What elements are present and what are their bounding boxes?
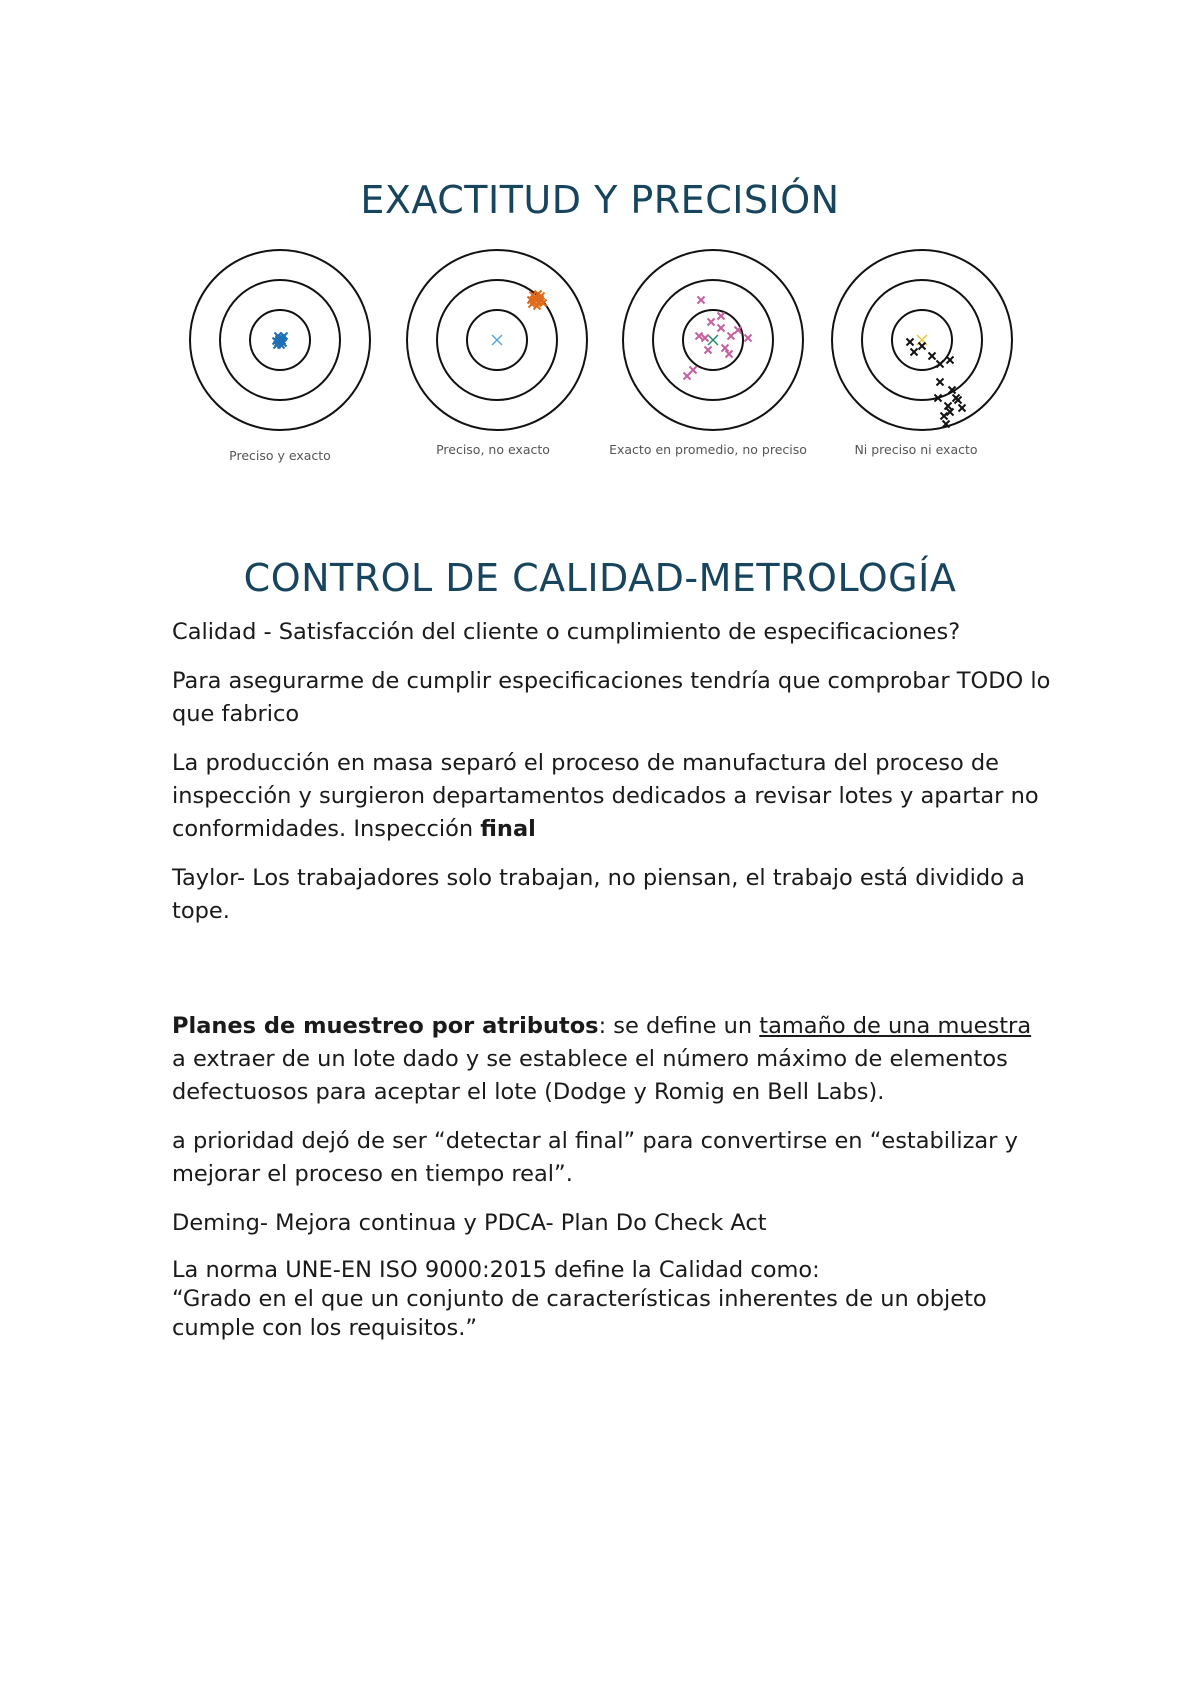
text-define: : se define un — [598, 1013, 760, 1039]
shot-marker — [722, 345, 729, 352]
accuracy-precision-figure — [180, 240, 1020, 470]
shot-marker — [718, 325, 725, 332]
paragraph-planes-muestreo — [172, 1010, 1052, 1109]
marker-cluster-orange — [528, 291, 547, 310]
paragraph-prioridad: a prioridad dejó de ser “detectar al final” para convertirse en “estabilizar y mejorar el proceso en tiempo real”. — [172, 1128, 1018, 1187]
shot-marker — [959, 405, 966, 412]
norma-definition: “Grado en el que un conjunto de características inherentes de un objeto cumple con los requisitos.” — [172, 1286, 987, 1341]
target-precise-accurate — [190, 250, 370, 430]
paragraph-produccion-text: La producción en masa separó el proceso de manufactura del proceso de inspección y surgieron departamentos dedicados a revisar lotes y apartar no conformidades. Inspección — [172, 750, 1039, 842]
paragraph-produccion — [172, 747, 1052, 846]
shot-marker — [911, 349, 918, 356]
shot-marker — [708, 319, 715, 326]
shot-marker — [947, 409, 954, 416]
shot-marker — [907, 339, 914, 346]
targets-diagram — [180, 240, 1020, 470]
shot-marker — [698, 297, 705, 304]
shot-marker — [919, 343, 926, 350]
shot-marker — [937, 361, 944, 368]
target-center-marker — [492, 335, 502, 345]
target-center-marker — [708, 335, 718, 345]
marker-cluster-black — [907, 339, 966, 428]
shot-marker — [492, 335, 502, 345]
caption-precise-accurate: Preciso y exacto — [229, 448, 331, 463]
bold-planes-muestreo: Planes de muestreo por atributos — [172, 1013, 599, 1039]
shot-marker — [705, 347, 712, 354]
shot-marker — [929, 353, 936, 360]
paragraph-norma-iso — [172, 1256, 1052, 1343]
shot-marker — [947, 357, 954, 364]
shot-marker — [728, 333, 735, 340]
target-accurate-avg-not-precise — [623, 250, 803, 430]
shot-marker — [696, 333, 703, 340]
bold-final: final — [480, 816, 536, 842]
shot-marker — [708, 335, 718, 345]
section-body — [172, 616, 1052, 1359]
norma-line-1: La norma UNE-EN ISO 9000:2015 define la Calidad como: — [172, 1257, 820, 1283]
paragraph-especificaciones: Para asegurarme de cumplir especificaciones tendría que comprobar TODO lo que fabrico — [172, 668, 1051, 727]
caption-precise-not-accurate: Preciso, no exacto — [436, 442, 550, 457]
shot-marker — [937, 379, 944, 386]
shot-marker — [945, 403, 952, 410]
paragraph-calidad: Calidad - Satisfacción del cliente o cumplimiento de especificaciones? — [172, 619, 961, 645]
shot-marker — [726, 351, 733, 358]
target-neither — [832, 250, 1012, 430]
shot-marker — [941, 413, 948, 420]
shot-marker — [684, 373, 691, 380]
underlined-tamano-muestra: tamaño de una muestra — [759, 1013, 1032, 1039]
text-extraer: a extraer de un lote dado y se establece el número máximo de elementos defectuosos para aceptar el lote (Dodge y Romig en Bell Labs). — [172, 1046, 1008, 1105]
caption-neither: Ni preciso ni exacto — [854, 442, 978, 457]
section-title: CONTROL DE CALIDAD-METROLOGÍA — [243, 556, 957, 600]
shot-marker — [955, 397, 962, 404]
spacer — [172, 944, 1052, 1010]
marker-cluster-pink — [684, 297, 752, 380]
page-title: EXACTITUD Y PRECISIÓN — [360, 178, 840, 222]
shot-marker — [745, 335, 752, 342]
paragraph-deming: Deming- Mejora continua y PDCA- Plan Do Check Act — [172, 1210, 767, 1236]
shot-marker — [718, 313, 725, 320]
shot-marker — [690, 367, 697, 374]
marker-cluster-blue — [273, 333, 288, 349]
target-precise-not-accurate — [407, 250, 587, 430]
shot-marker — [702, 335, 709, 342]
caption-accurate-avg: Exacto en promedio, no preciso — [609, 442, 807, 457]
paragraph-taylor: Taylor- Los trabajadores solo trabajan, no piensan, el trabajo está dividido a tope. — [172, 865, 1025, 924]
